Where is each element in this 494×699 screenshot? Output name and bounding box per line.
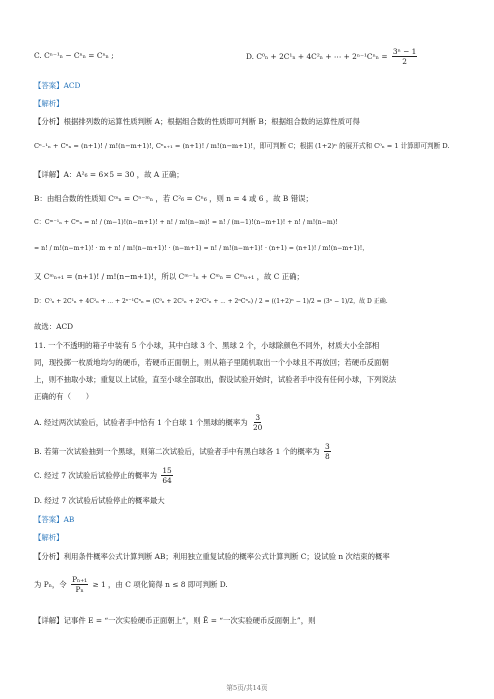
xiangjie-a: 【详解】A：A²₆ = 6×5 = 30 ，故 A 正确；: [34, 170, 184, 179]
q11-line-2: 同，现投掷一枚质地均匀的硬币，若硬币正面朝上，则从箱子里随机取出一个小球且不再放回；若硬币反面朝: [34, 358, 389, 367]
line-c1: C：Cᵐ⁻¹ₙ + Cᵐₙ = n! / (m−1)!(n−m+1)! + n! / m!(n−m)! = n! / (m−1)!(n−m+1)! + n! / m!(n−m)!: [34, 219, 338, 226]
q11-line-1: 11. 一个不透明的箱子中装有 5 个小球，其中白球 3 个、黑球 2 个，小球除颜色不同外，材质大小全部相: [34, 341, 380, 350]
analysis-tag-2: 【解析】: [34, 533, 64, 542]
option-a: A. 经过两次试验后，试验者手中恰有 1 个白球 1 个黑球的概率为 $\frac{3}{20}$: [34, 413, 263, 433]
fenxi-1a: 【分析】根据排列数的运算性质判断 A；根据组合数的性质即可判断 B；根据组合数的运算性质可得: [34, 117, 360, 126]
conclusion: 故选：ACD: [34, 322, 74, 331]
line-c3: 又 Cᵐₙ₊₁ = (n+1)! / m!(n−m+1)!，所以 Cᵐ⁻¹ₙ + Cᵐₙ = Cᵐₙ₊₁ ，故 C 正确；: [34, 272, 304, 281]
fenxi-2a: 【分析】利用条件概率公式计算判断 AB；利用独立重复试验的概率公式计算判断 C；设试验 n 次结束的概率: [34, 552, 390, 561]
answer-tag-2: 【答案】AB: [34, 515, 75, 524]
xiangjie-2: 【详解】记事件 E = “一次实验硬币正面朝上”，则 Ē = “一次实验硬币反面朝上”，则: [34, 616, 316, 625]
option-c: C. 经过 7 次试验后试验停止的概率为 $\frac{15}{64}$: [34, 466, 172, 486]
option-d: D. 经过 7 次试验后试验停止的概率最大: [34, 496, 165, 505]
answer-tag-1: 【答案】ACD: [34, 81, 81, 90]
prev-option-d: D. C⁰ₙ + 2C¹ₙ + 4C²ₙ + ⋯ + 2ⁿ⁻¹Cⁿₙ = $\frac{\text{3ⁿ − 1}}{2}$: [246, 47, 417, 67]
analysis-tag-1: 【解析】: [34, 99, 64, 108]
prev-option-c: C. Cⁿ⁻¹ₙ − Cⁿₙ = Cⁿₙ ;: [34, 51, 114, 60]
page-footer: 第5页/共14页: [226, 684, 268, 692]
fenxi-2b: 为 Pₙ，令 $\frac{\text{Pₙ₊₁}}{\text{Pₙ}}$ ≥ 1 ，由 C 项化简得 n ≤ 8 即可判断 D.: [34, 575, 228, 595]
q11-line-3: 上，则不抽取小球；重复以上试验，直至小球全部取出，假设试验开始时，试验者手中没有任何小球，下列说法: [34, 375, 397, 384]
fenxi-1b: Cⁿ₋¹ₙ + Cⁿₙ = (n+1)! / m!(n−m+1)!, Cⁿₙ₊₁ = (n+1)! / m!(n−m+1)!，即可判断 C；根据 (1+2)ⁿ 的展开式和 C⁰ₙ = 1 计算即可判断 D.: [34, 142, 450, 150]
line-b: B：由组合数的性质知 Cᵐₙ = Cⁿ⁻ᵐₙ ，若 C²₆ = Cⁿ₆ ，则 n = 4 或 6 ，故 B 错误；: [34, 194, 313, 203]
option-b: B. 若第一次试验抽到一个黑球，则第二次试验后，试验者手中有黑白球各 1 个的概率为 $\frac{3}{8}$: [34, 442, 330, 462]
line-d: D：C⁰ₙ + 2C¹ₙ + 4C²ₙ + ⋯ + 2ⁿ⁻¹Cⁿₙ = (C⁰ₙ + 2C¹ₙ + 2²C²ₙ + ⋯ + 2ⁿCⁿₙ) / 2 = ((1+2)ⁿ − 1)/2 = (3ⁿ − 1)/2，故 D 正确.: [34, 298, 388, 305]
q11-line-4: 正确的有（ ）: [34, 392, 94, 401]
line-c2: = n! / m!(n−m+1)! · m + n! / m!(n−m+1)! · (n−m+1) = n! / m!(n−m+1)! · (n+1) = (n+1)! / m!(n−m+1)!，: [34, 245, 369, 252]
